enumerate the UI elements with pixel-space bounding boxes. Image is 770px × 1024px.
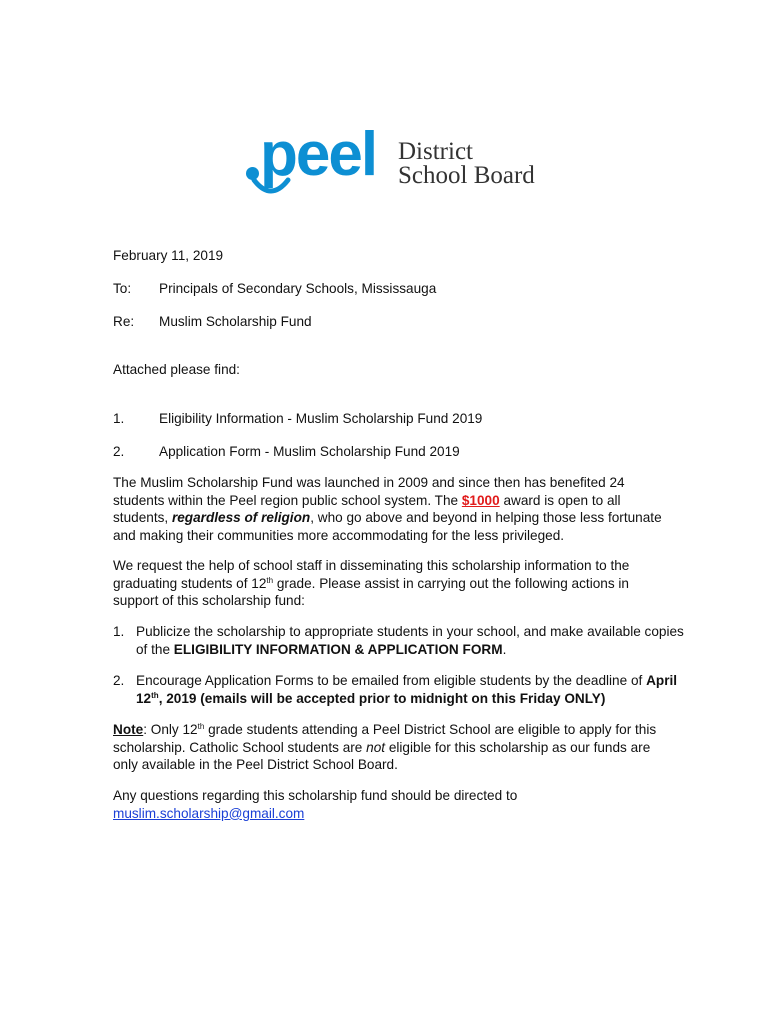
re-value: Muslim Scholarship Fund (159, 314, 312, 329)
attachment-item-2: 2. Application Form - Muslim Scholarship Fund 2019 (113, 444, 460, 459)
note-label: Note (113, 722, 144, 737)
to-label: To: (113, 281, 132, 296)
contact-paragraph: Any questions regarding this scholarship fund should be directed to muslim.scholarship@gmail.com (113, 788, 518, 821)
attachment-item-1: 1. Eligibility Information - Muslim Scholarship Fund 2019 (113, 411, 483, 426)
logo-smile-icon (251, 176, 291, 200)
contact-email-link[interactable]: muslim.scholarship@gmail.com (113, 805, 305, 821)
to-value: Principals of Secondary Schools, Mississauga (159, 281, 437, 296)
logo-wordmark: peel (260, 120, 377, 189)
request-paragraph: We request the help of school staff in disseminating this scholarship information to the graduating students of 12th grade. Please assist in carrying out the following actions in support of this scholarship fund: (113, 558, 630, 609)
re-line (113, 313, 312, 331)
peel-district-school-board-logo (244, 120, 544, 212)
note-paragraph: Note: Only 12th grade students attending a Peel District School are eligible to apply for this scholarship. Catholic School students are not eligible for this scholarship as our funds are only available in the Peel District School Board. (113, 722, 657, 773)
intro-paragraph: The Muslim Scholarship Fund was launched in 2009 and since then has benefited 24 students within the Peel region public school system. The $1000 award is open to all students, regardless of religion, who go above and beyond in helping those less fortunate and making their communities more accommodating for the less privileged. (113, 475, 662, 544)
award-amount: $1000 (461, 492, 500, 508)
logo-text: District School Board (398, 138, 535, 189)
to-line (113, 280, 436, 298)
emphasis-regardless-of-religion: regardless of religion (171, 510, 311, 526)
re-label: Re: (113, 314, 135, 329)
attached-intro: Attached please find: (113, 362, 240, 377)
action-item-2: 2. Encourage Application Forms to be emailed from eligible students by the deadline of April 12th, 2019 (emails will be accepted prior to midnight on this Friday ONLY) (113, 673, 678, 706)
letter-date: February 11, 2019 (113, 248, 224, 263)
action-item-1: 1. Publicize the scholarship to appropriate students in your school, and make available copies of the ELIGIBILITY INFORMATION & APPLICATION FORM. (113, 624, 684, 657)
